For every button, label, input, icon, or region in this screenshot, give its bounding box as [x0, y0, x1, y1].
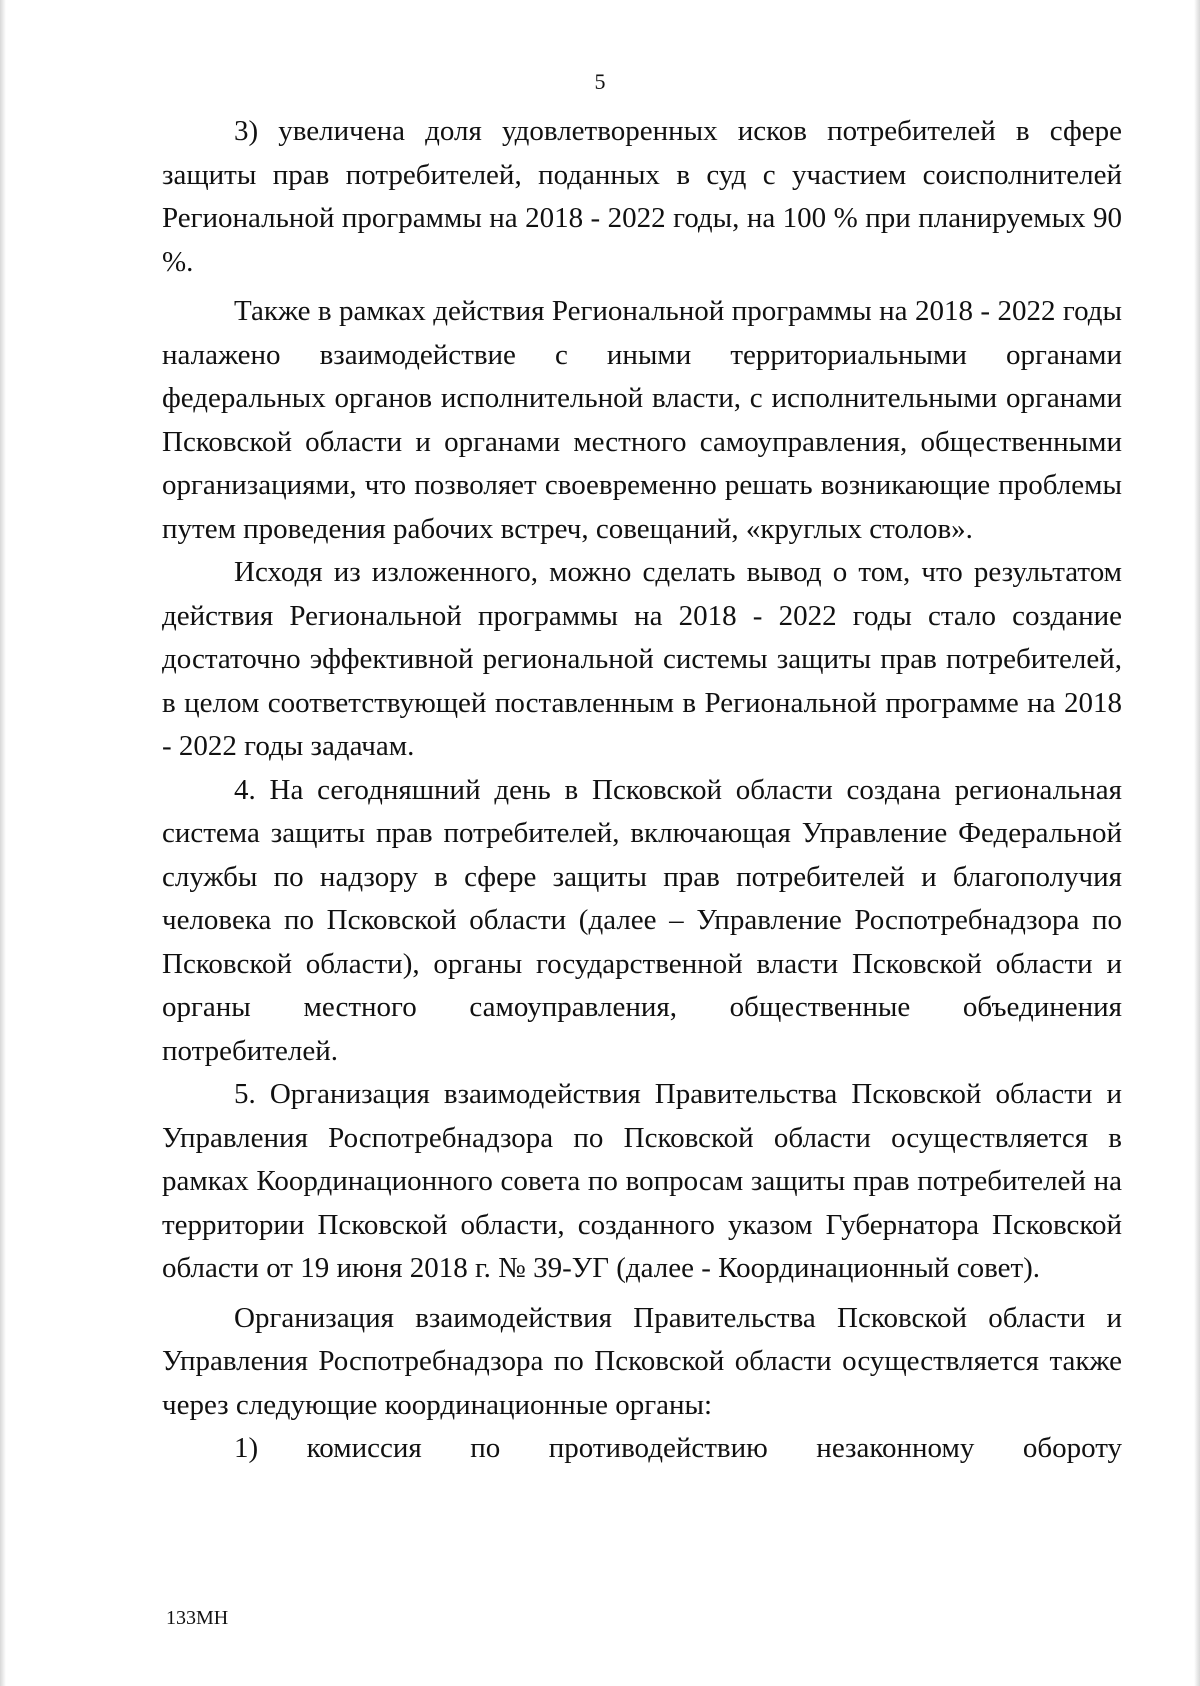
- document-body: [162, 110, 1122, 1471]
- paragraph-list-item-1: 1) комиссия по противодействию незаконному обороту: [234, 1432, 1122, 1464]
- page-number: 5: [594, 69, 606, 94]
- paragraph-coordination-bodies: Организация взаимодействия Правительства Псковской области и Управления Роспотребнадзора по Псковской области осуществляется также через следующие координационные органы:: [162, 1301, 1122, 1421]
- scan-edge-right: [1194, 0, 1200, 1686]
- paragraph-section-4: 4. На сегодняшний день в Псковской области создана региональная система защиты прав потребителей, включающая Управление Федеральной службы по надзору в сфере защиты прав потребителей и благополучия человека по Псковской области (далее – Управление Роспотребнадзора по Псковской области), органы государственной власти Псковской области и органы местного самоуправления, общественные объединения потребителей.: [162, 773, 1122, 1067]
- paragraph-section-5: 5. Организация взаимодействия Правительства Псковской области и Управления Роспотребнадзора по Псковской области осуществляется в рамках Координационного совета по вопросам защиты прав потребителей на территории Псковской области, созданного указом Губернатора Псковской области от 19 июня 2018 г. № 39-УГ (далее - Координационный совет).: [162, 1078, 1122, 1284]
- paragraph-conclusion: Исходя из изложенного, можно сделать вывод о том, что результатом действия Региональной программы на 2018 - 2022 годы стало создание достаточно эффективной региональной системы защиты прав потребителей, в целом соответствующей поставленным в Региональной программе на 2018 - 2022 годы задачам.: [162, 556, 1122, 762]
- scan-edge-left: [0, 0, 6, 1686]
- paragraph-item-3-result: 3) увеличена доля удовлетворенных исков потребителей в сфере защиты прав потребителей, поданных в суд с участием соисполнителей Региональной программы на 2018 - 2022 годы, на 100 % при планируемых 90 %.: [162, 115, 1122, 278]
- footer-document-code: 133МН: [166, 1607, 229, 1629]
- paragraph-interaction: Также в рамках действия Региональной программы на 2018 - 2022 годы налажено взаимодействие с иными территориальными органами федеральных органов исполнительной власти, с исполнительными органами Псковской области и органами местного самоуправления, общественными организациями, что позволяет своевременно решать возникающие проблемы путем проведения рабочих встреч, совещаний, «круглых столов».: [162, 295, 1122, 545]
